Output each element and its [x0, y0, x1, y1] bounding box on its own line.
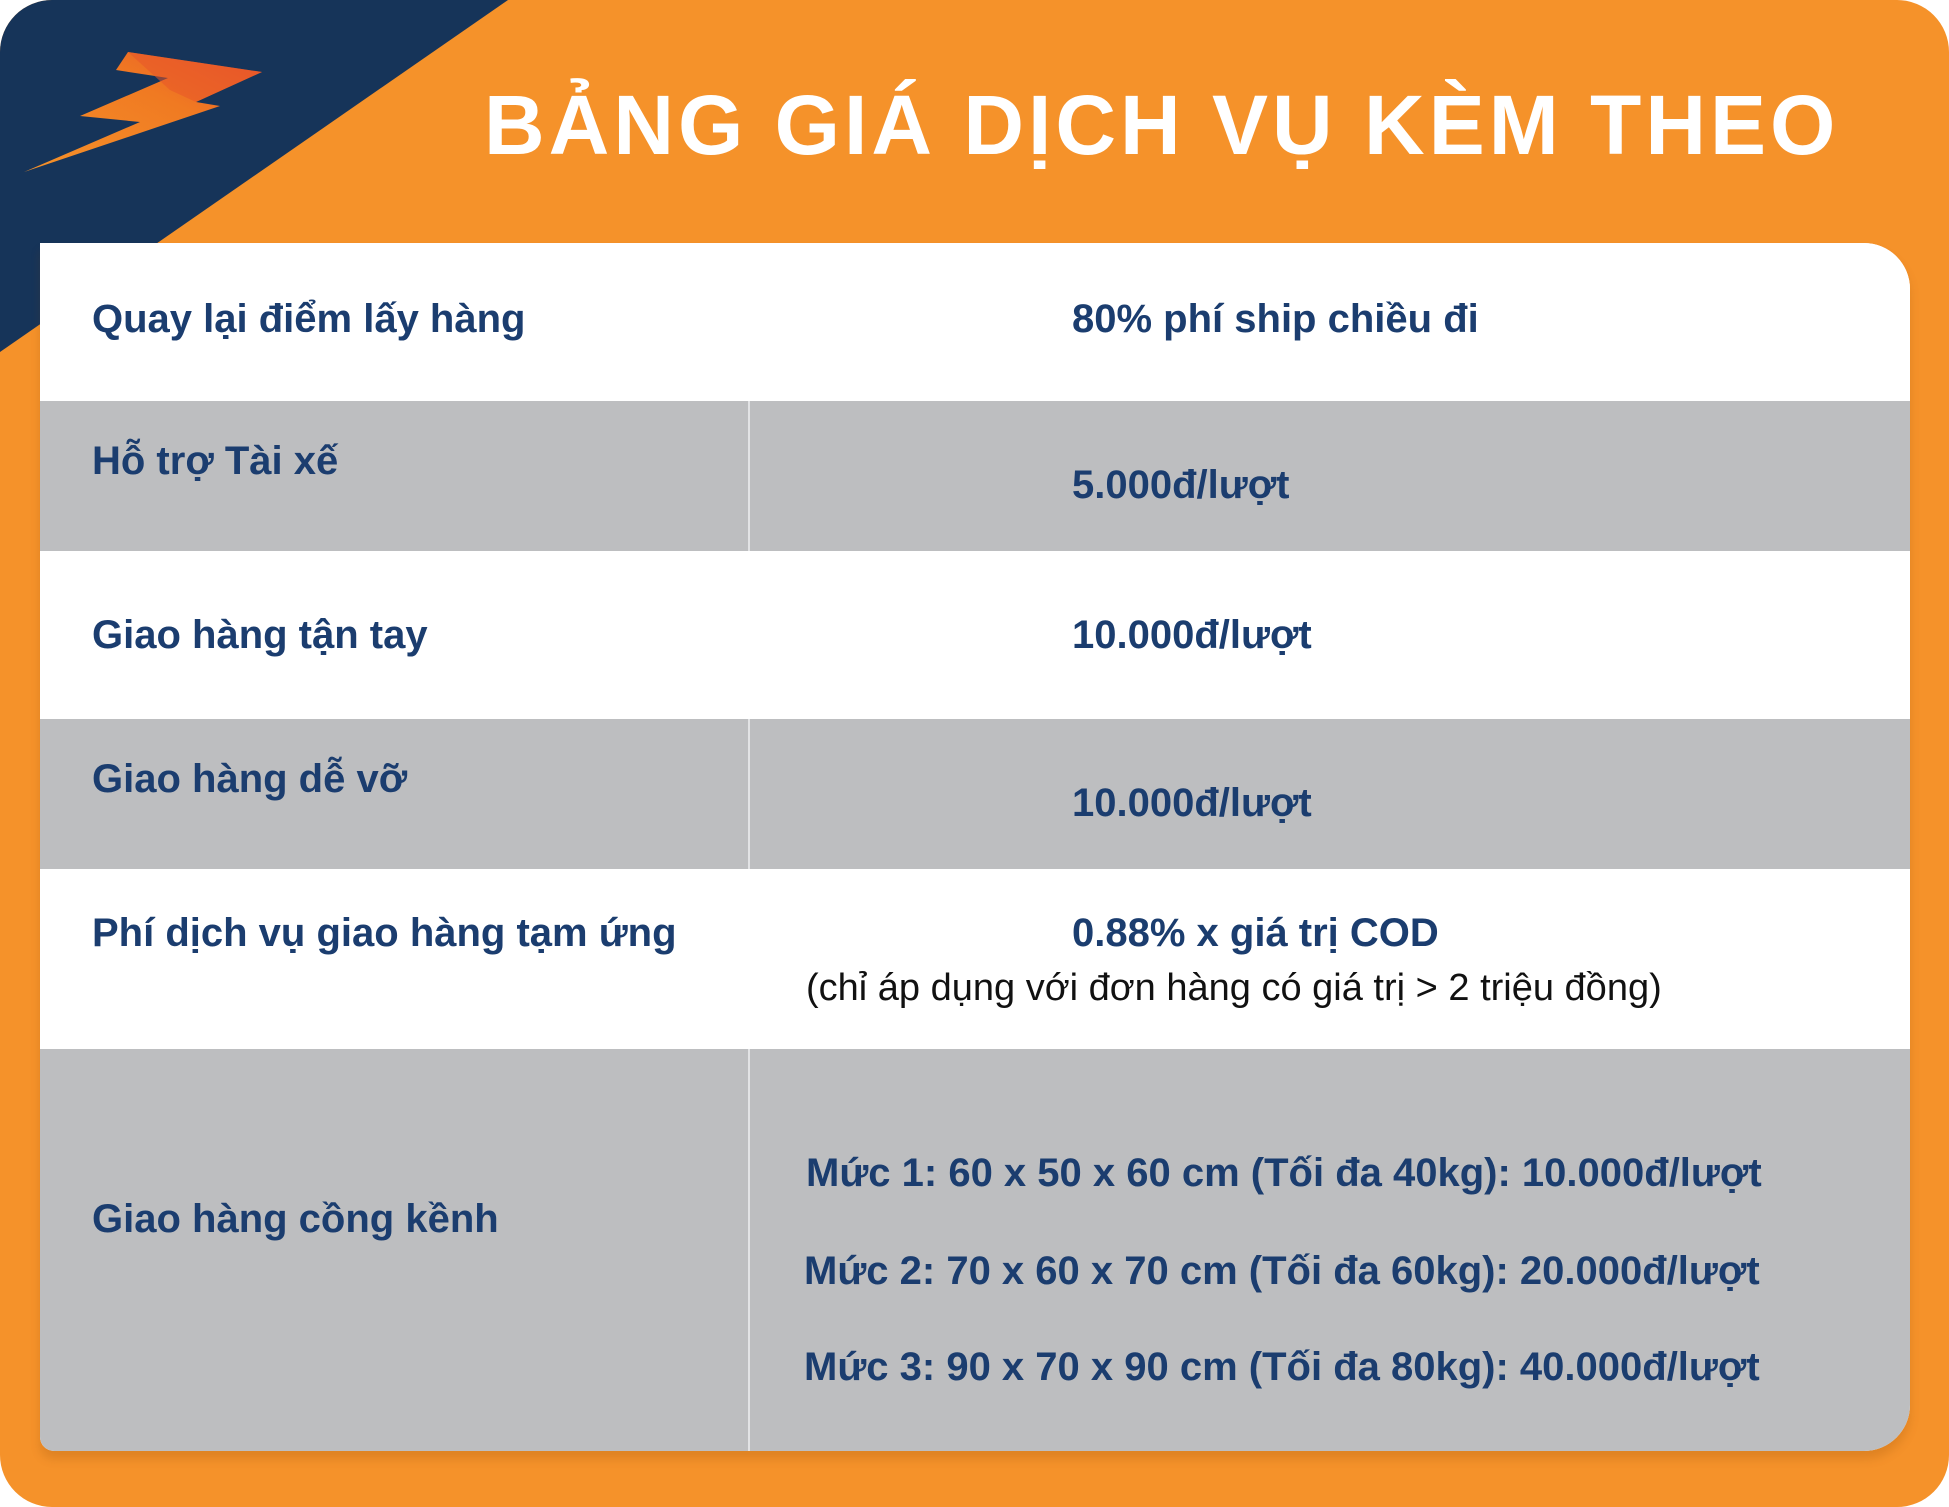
column-divider	[748, 719, 750, 869]
table-row	[40, 401, 1910, 551]
bulky-tier-1: Mức 1: 60 x 50 x 60 cm (Tối đa 40kg): 10.000đ/lượt	[806, 1151, 1762, 1195]
column-divider	[748, 401, 750, 551]
service-price: 80% phí ship chiều đi	[1072, 297, 1479, 341]
service-label: Hỗ trợ Tài xế	[92, 439, 339, 483]
table-row	[40, 719, 1910, 869]
price-table	[40, 243, 1910, 1451]
page-title: BẢNG GIÁ DỊCH VỤ KÈM THEO	[484, 78, 1840, 172]
service-price: 5.000đ/lượt	[1072, 463, 1290, 507]
service-label: Phí dịch vụ giao hàng tạm ứng	[92, 911, 677, 955]
service-price: 10.000đ/lượt	[1072, 781, 1312, 825]
service-label: Quay lại điểm lấy hàng	[92, 297, 526, 341]
bulky-tier-3: Mức 3: 90 x 70 x 90 cm (Tối đa 80kg): 40.000đ/lượt	[804, 1345, 1760, 1389]
service-label: Giao hàng dễ vỡ	[92, 757, 408, 801]
table-row	[40, 869, 1910, 1049]
table-row	[40, 551, 1910, 719]
service-label: Giao hàng cồng kềnh	[92, 1197, 499, 1241]
service-label: Giao hàng tận tay	[92, 613, 428, 657]
bulky-tier-2: Mức 2: 70 x 60 x 70 cm (Tối đa 60kg): 20.000đ/lượt	[804, 1249, 1760, 1293]
service-price: 0.88% x giá trị COD	[1072, 911, 1439, 955]
table-row	[40, 1049, 1910, 1451]
column-divider	[748, 1049, 750, 1451]
service-note: (chỉ áp dụng với đơn hàng có giá trị > 2 triệu đồng)	[806, 967, 1662, 1009]
table-row	[40, 243, 1910, 401]
service-price: 10.000đ/lượt	[1072, 613, 1312, 657]
